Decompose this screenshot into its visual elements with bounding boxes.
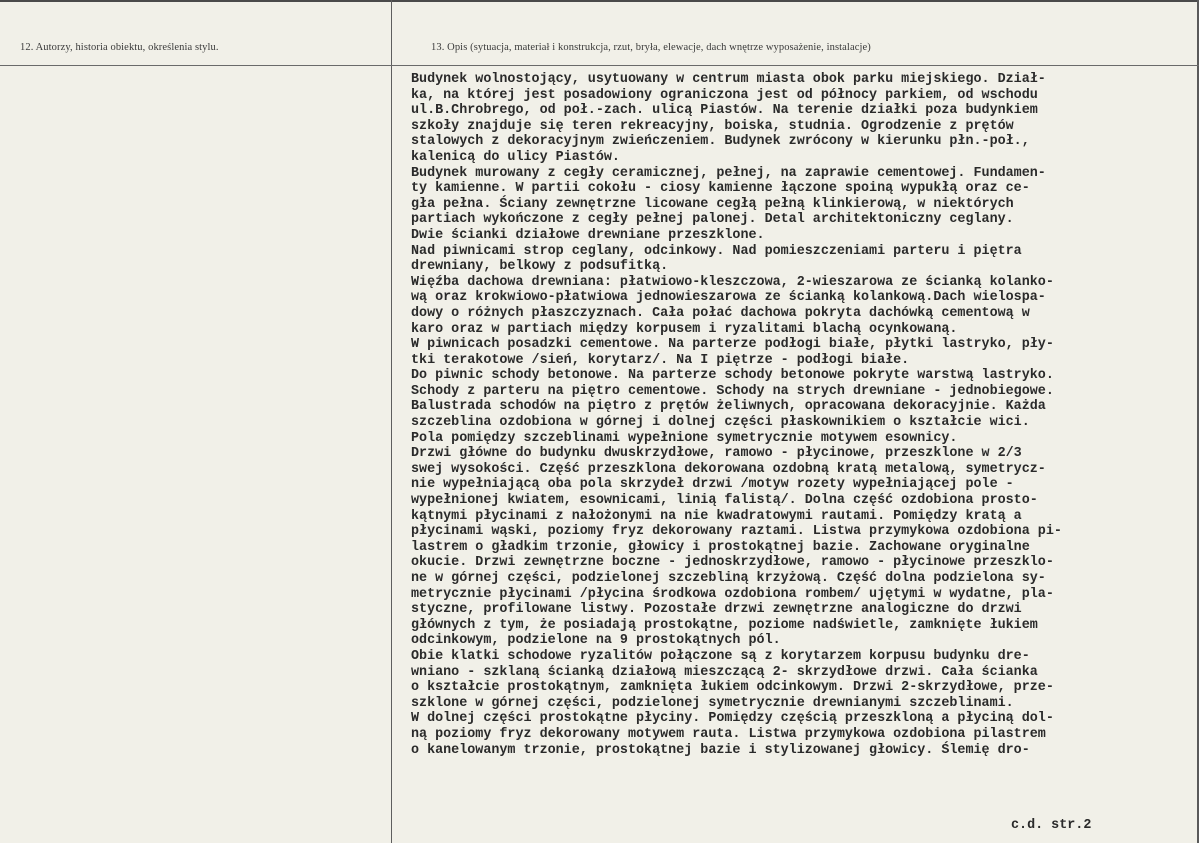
text-line: drewniany, belkowy z podsufitką.: [411, 259, 669, 275]
text-line: okucie. Drzwi zewnętrzne boczne - jednoskrzydłowe, ramowo - płycinowe przeszklo-: [411, 555, 1054, 571]
text-line: Dwie ścianki działowe drewniane przeszklone.: [411, 227, 765, 243]
text-line: Budynek wolnostojący, usytuowany w centrum miasta obok parku miejskiego. Dział-: [411, 72, 1046, 87]
text-line: wypełnionej kwiatem, esownicami, linią falistą/. Dolna część ozdobiona prosto-: [411, 493, 1038, 509]
text-line: [411, 758, 1199, 774]
text-line: głównych z tym, że posiadają prostokątne, poziome nadświetle, zamknięte łukiem: [411, 617, 1038, 633]
text-line: płycinami wąski, poziomy fryz dekorowany raztami. Listwa przymykowa ozdobiona pi-: [411, 524, 1062, 540]
text-line: gła pełna. Ściany zewnętrzne licowane cegłą pełną klinkierową, w niektórych: [411, 196, 1014, 212]
text-line: W piwnicach posadzki cementowe. Na parterze podłogi białe, płytki lastryko, pły-: [411, 337, 1054, 353]
text-line: szczeblina ozdobiona w górnej i dolnej części płaskownikiem o kształcie wici.: [411, 415, 1030, 431]
right-column-label: 13. Opis (sytuacja, materiał i konstrukcja, rzut, bryła, elewacje, dach wnętrze wyposażenie, instalacje): [431, 42, 871, 53]
text-line: wniano - szklaną ścianką działową mieszczącą 2- skrzydłowe drzwi. Cała ścianka: [411, 664, 1038, 680]
left-column-label: 12. Autorzy, historia obiektu, określenia stylu.: [20, 42, 219, 53]
text-line: Balustrada schodów na piętro z prętów żeliwnych, opracowana dekoracyjnie. Każda: [411, 399, 1046, 415]
header-rule: [0, 65, 1199, 66]
top-border: [0, 0, 1199, 2]
text-line: ną poziomy fryz dekorowany motywem rauta. Listwa przymykowa ozdobiona pilastrem: [411, 726, 1046, 742]
text-line: nie wypełniającą oba pola skrzydeł drzwi /motyw rozety wypełniającej pole -: [411, 477, 1014, 493]
text-line: Budynek murowany z cegły ceramicznej, pełnej, na zaprawie cementowej. Fundamen-: [411, 165, 1046, 181]
text-line: partiach wykończone z cegły pełnej palonej. Detal architektoniczny ceglany.: [411, 212, 1014, 228]
text-line: szklone w górnej części, podzielonej symetrycznie drewnianymi szczeblinami.: [411, 695, 1014, 711]
continuation-note: c.d. str.2: [1011, 818, 1092, 833]
text-line: Schody z parteru na piętro cementowe. Schody na strych drewniane - jednobiegowe.: [411, 383, 1054, 399]
column-divider: [391, 0, 392, 843]
text-line: ne w górnej części, podzielonej szczebliną krzyżową. Część dolna podzielona sy-: [411, 571, 1046, 586]
text-line: ty kamienne. W partii cokołu - ciosy kamienne łączone spoiną wypukłą oraz ce-: [411, 181, 1030, 197]
text-line: lastrem o gładkim trzonie, głowicy i prostokątnej bazie. Zachowane oryginalne: [411, 539, 1030, 555]
text-line: tki terakotowe /sień, korytarz/. Na I piętrze - podłogi białe.: [411, 352, 910, 368]
text-line: W dolnej części prostokątne płyciny. Pomiędzy częścią przeszkloną a płyciną dol-: [411, 711, 1054, 727]
text-line: odcinkowym, podzielone na 9 prostokątnych pól.: [411, 633, 781, 649]
text-line: metrycznie płycinami /płycina środkowa ozdobiona rombem/ ujętymi w wydatne, pla-: [411, 586, 1054, 602]
text-line: Pola pomiędzy szczeblinami wypełnione symetrycznie motywem esownicy.: [411, 430, 958, 446]
text-line: swej wysokości. Część przeszklona dekorowana ozdobną kratą metalową, symetrycz-: [411, 461, 1046, 477]
text-line: Więźba dachowa drewniana: płatwiowo-kleszczowa, 2-wieszarowa ze ścianką kolanko-: [411, 274, 1054, 290]
text-line: o kształcie prostokątnym, zamknięta łukiem odcinkowym. Drzwi 2-skrzydłowe, prze-: [411, 680, 1054, 696]
text-line: o kanelowanym trzonie, prostokątnej bazie i stylizowanej głowicy. Ślemię dro-: [411, 742, 1030, 758]
text-line: szkoły znajduje się teren rekreacyjny, boiska, studnia. Ogrodzenie z prętów: [411, 118, 1014, 134]
text-line: kalenicą do ulicy Piastów.: [411, 149, 620, 165]
text-line: Do piwnic schody betonowe. Na parterze schody betonowe pokryte warstwą lastryko.: [411, 368, 1054, 384]
text-line: Drzwi główne do budynku dwuskrzydłowe, ramowo - płycinowe, przeszklone w 2/3: [411, 446, 1022, 462]
text-line: kątnymi płycinami z nałożonymi na nie kwadratowymi rautami. Pomiędzy kratą a: [411, 508, 1022, 524]
text-line: wą oraz krokwiowo-płatwiowa jednowieszarowa ze ścianką kolankową.Dach wielospa-: [411, 290, 1046, 306]
text-line: ul.B.Chrobrego, od poł.-zach. ulicą Piastów. Na terenie działki poza budynkiem: [411, 103, 1038, 119]
description-text: [411, 72, 1199, 774]
text-line: ka, na której jest posadowiony ograniczona jest od północy parkiem, od wschodu: [411, 87, 1038, 103]
text-line: styczne, profilowane listwy. Pozostałe drzwi zewnętrzne analogiczne do drzwi: [411, 602, 1022, 618]
text-line: Obie klatki schodowe ryzalitów połączone są z korytarzem korpusu budynku dre-: [411, 648, 1030, 664]
text-line: Nad piwnicami strop ceglany, odcinkowy. Nad pomieszczeniami parteru i piętra: [411, 243, 1022, 259]
text-line: dowy o różnych płaszczyznach. Cała połać dachowa pokryta dachówką cementową w: [411, 305, 1030, 321]
text-line: karo oraz w partiach między korpusem i ryzalitami blachą ocynkowaną.: [411, 321, 958, 337]
text-line: stalowych z dekoracyjnym zwieńczeniem. Budynek zwrócony w kierunku płn.-poł.,: [411, 134, 1030, 150]
